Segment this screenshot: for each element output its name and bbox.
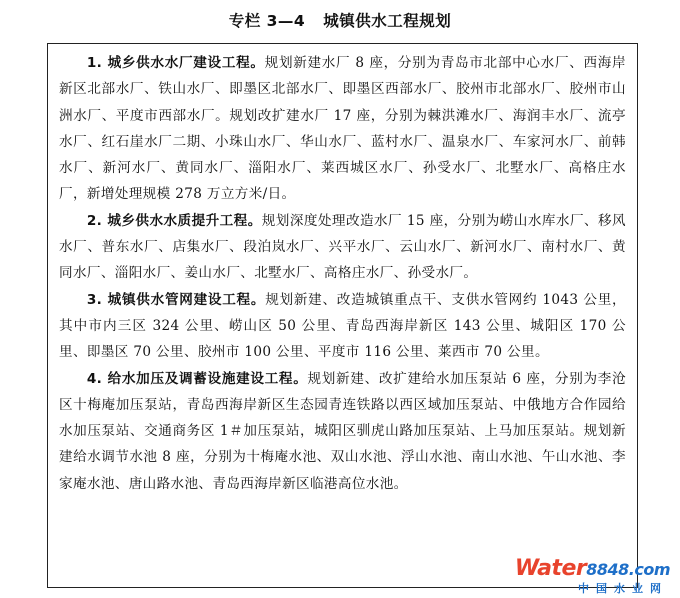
watermark-suffix: .com: [628, 560, 670, 579]
item-3-paragraph: [59, 287, 626, 366]
item-2-body: 规划深度处理改造水厂 15 座，分别为崂山水库水厂、移风水厂、普东水厂、店集水厂、段泊岚水厂、兴平水厂、云山水厂、新河水厂、南村水厂、黄同水厂、淄阳水厂、姜山水厂、北墅水厂、高格庄水厂、孙受水厂。: [59, 212, 626, 282]
sidebar-title: [0, 9, 680, 31]
item-3-body: 规划新建、改造城镇重点干、支供水管网约 1043 公里，其中市内三区 324 公里、崂山区 50 公里、青岛西海岸新区 143 公里、城阳区 170 公里、即墨区 70 公里、胶州市 100 公里、平度市 116 公里、莱西市 70 公里。: [59, 291, 626, 361]
site-watermark: [514, 556, 670, 596]
item-2-paragraph: [59, 208, 626, 287]
item-1-body: 规划新建水厂 8 座，分别为青岛市北部中心水厂、西海岸新区北部水厂、铁山水厂、即墨区北部水厂、即墨区西部水厂、胶州市北部水厂、胶州市山洲水厂、平度市西部水厂。规划改扩建水厂 17 座，分别为棘洪滩水厂、海润丰水厂、流亭水厂、红石崖水厂二期、小珠山水厂、华山水厂、蓝村水厂、温泉水厂、车家河水厂、前韩水厂、新河水厂、黄同水厂、淄阳水厂、莱西城区水厂、孙受水厂、北墅水厂、高格庄水厂，新增处理规模 278 万立方米/日。: [59, 55, 626, 203]
sidebar-box: [47, 43, 638, 588]
watermark-logo: [515, 558, 670, 581]
item-3-heading: 3. 城镇供水管网建设工程。: [86, 291, 266, 308]
item-2-heading: 2. 城乡供水水质提升工程。: [86, 212, 262, 229]
item-1-paragraph: [59, 50, 626, 208]
sidebar-number: 专栏 3—4: [228, 12, 306, 30]
sidebar-heading: 城镇供水工程规划: [323, 12, 452, 30]
watermark-number: 8848: [586, 560, 629, 579]
item-4-paragraph: [59, 366, 626, 497]
item-1-heading: 1. 城乡供水水厂建设工程。: [86, 55, 265, 71]
item-4-body: 规划新建、改扩建给水加压泵站 6 座，分别为李沧区十梅庵加压泵站，青岛西海岸新区生态园青连铁路以西区域加压泵站、中俄地方合作园给水加压泵站、交通商务区 1＃加压泵站，城阳区驯虎山路加压泵站、上马加压泵站。规划新建给水调节水池 8 座，分别为十梅庵水池、双山水池、浮山水池、南山水池、午山水池、李家庵水池、唐山路水池、青岛西海岸新区临港高位水池。: [59, 370, 626, 492]
watermark-brand: Water: [514, 556, 587, 581]
item-4-heading: 4. 给水加压及调蓄设施建设工程。: [86, 370, 308, 387]
watermark-subtitle: 中国水业网: [578, 582, 668, 595]
